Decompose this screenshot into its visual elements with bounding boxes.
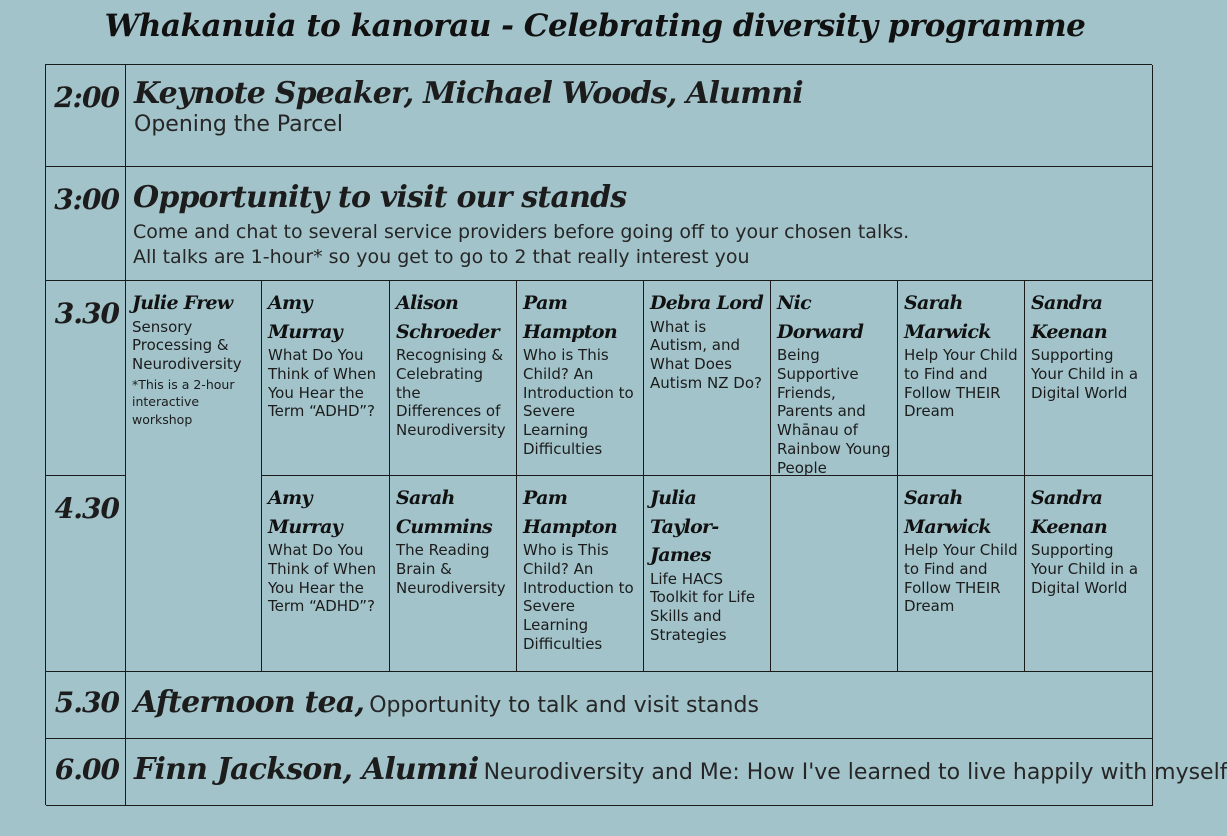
talk-cell <box>1025 476 1153 672</box>
talk-title: Who is This Child? An Introduction to Severe Learning Difficulties <box>523 346 634 458</box>
talk-speaker: Sarah Marwick <box>904 292 991 343</box>
talk-title: Who is This Child? An Introduction to Severe Learning Difficulties <box>523 541 634 653</box>
talk-cell <box>898 281 1025 476</box>
schedule-table <box>45 64 1227 805</box>
time-2-00: 2:00 <box>46 65 126 167</box>
stands-cell <box>126 167 1153 281</box>
talk-title: What Do You Think of When You Hear the Term “ADHD”? <box>268 541 377 616</box>
talk-speaker: Pam Hampton <box>523 292 618 343</box>
talk-cell <box>517 476 644 672</box>
time-3-00: 3:00 <box>46 167 126 281</box>
talk-title: Supporting Your Child in a Digital World <box>1031 541 1139 597</box>
talk-speaker: Sarah Marwick <box>904 487 991 538</box>
talk-speaker: Amy Murray <box>268 487 343 538</box>
talk-title: What is Autism, and What Does Autism NZ Do? <box>650 317 762 392</box>
workshop-cell <box>126 281 262 672</box>
closing-text: Neurodiversity and Me: How I've learned to live happily with myself <box>483 760 1227 785</box>
talk-speaker: Nic Dorward <box>777 292 864 343</box>
programme-title: Whakanuia to kanorau - Celebrating diversity programme <box>104 8 1086 44</box>
closing-speaker: Finn Jackson, Alumni <box>134 752 479 787</box>
talk-speaker: Debra Lord <box>650 292 764 314</box>
talk-speaker: Sarah Cummins <box>396 487 492 538</box>
talk-title: The Reading Brain & Neurodiversity <box>396 541 506 597</box>
talk-title: Being Supportive Friends, Parents and Whānau of Rainbow Young People <box>777 346 891 477</box>
workshop-note: *This is a 2-hour interactive workshop <box>132 376 235 427</box>
keynote-speaker: Keynote Speaker, Michael Woods, Alumni <box>134 76 803 111</box>
time-4-30: 4.30 <box>46 476 126 672</box>
keynote-topic: Opening the Parcel <box>134 112 343 137</box>
talk-cell <box>262 476 390 672</box>
time-5-30: 5.30 <box>46 672 126 739</box>
talk-cell <box>644 476 771 672</box>
talk-title: Life HACS Toolkit for Life Skills and Strategies <box>650 569 756 644</box>
talk-speaker: Alison Schroeder <box>396 292 499 343</box>
talk-speaker: Julia Taylor-James <box>650 487 719 566</box>
time-3-30: 3.30 <box>46 281 126 476</box>
talk-cell <box>262 281 390 476</box>
talk-title: Supporting Your Child in a Digital World <box>1031 346 1139 402</box>
talk-speaker: Sandra Keenan <box>1031 292 1108 343</box>
talk-title: Recognising & Celebrating the Differences of Neurodiversity <box>396 346 506 439</box>
talk-speaker: Sandra Keenan <box>1031 487 1108 538</box>
talk-speaker: Amy Murray <box>268 292 343 343</box>
workshop-title: Sensory Processing & Neurodiversity <box>132 317 242 373</box>
tea-heading: Afternoon tea, <box>134 685 365 720</box>
stands-line-2: All talks are 1-hour* so you get to go to 2 that really interest you <box>133 245 750 268</box>
talk-cell <box>390 476 517 672</box>
keynote-cell <box>126 65 1153 167</box>
talk-cell <box>517 281 644 476</box>
talk-cell <box>1025 281 1153 476</box>
talk-cell <box>771 281 898 476</box>
talk-title: Help Your Child to Find and Follow THEIR Dream <box>904 541 1018 616</box>
talk-title: Help Your Child to Find and Follow THEIR Dream <box>904 346 1018 421</box>
talk-title: What Do You Think of When You Hear the Term “ADHD”? <box>268 346 377 421</box>
talk-cell <box>898 476 1025 672</box>
tea-text: Opportunity to talk and visit stands <box>369 693 759 718</box>
empty-cell <box>771 476 898 672</box>
workshop-speaker: Julie Frew <box>132 292 233 314</box>
time-6-00: 6.00 <box>46 739 126 806</box>
talk-cell <box>390 281 517 476</box>
talk-cell <box>644 281 771 476</box>
closing-cell <box>126 739 1227 806</box>
stands-line-1: Come and chat to several service providers before going off to your chosen talks. <box>133 221 910 243</box>
talk-speaker: Pam Hampton <box>523 487 618 538</box>
stands-heading: Opportunity to visit our stands <box>133 180 627 215</box>
tea-cell <box>126 672 1153 739</box>
